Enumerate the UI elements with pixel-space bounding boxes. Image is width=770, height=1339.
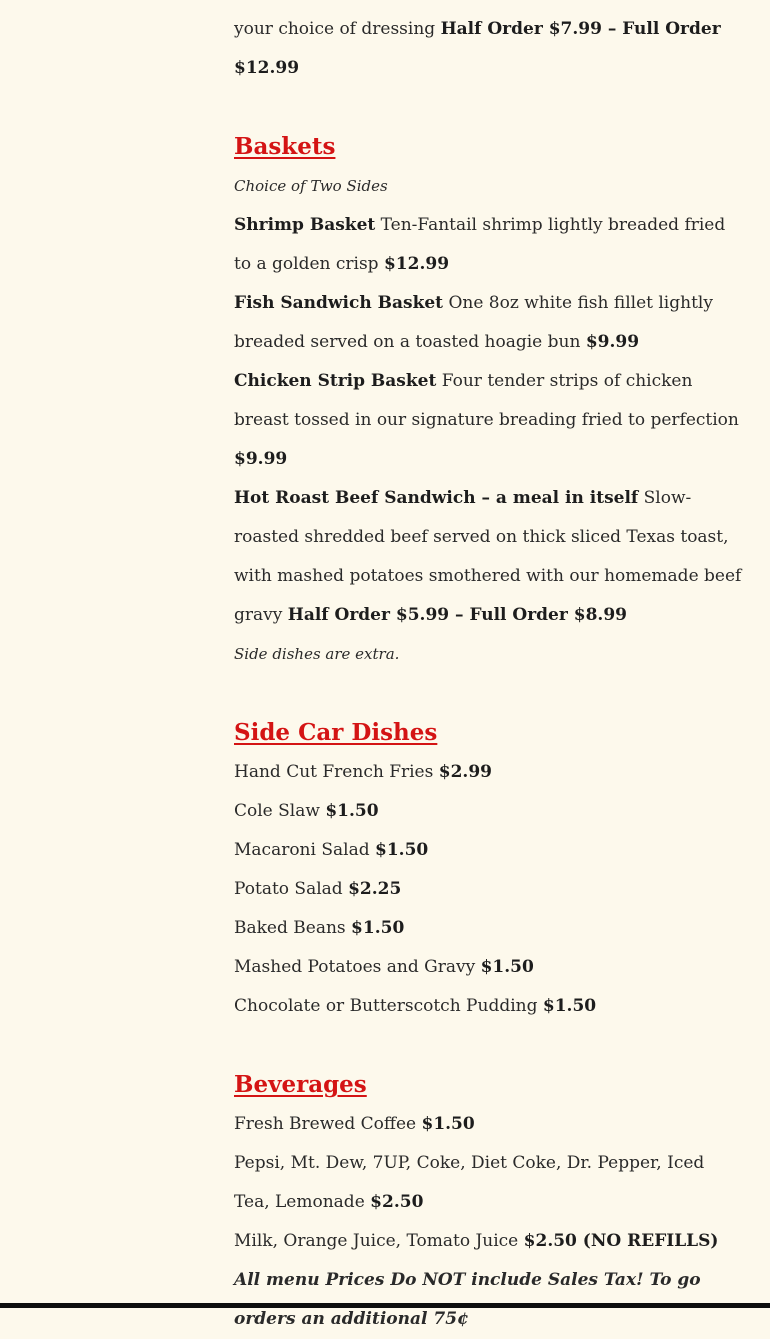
menu-item-chicken-strip-basket bbox=[234, 362, 744, 479]
item-description: Ten-Fantail shrimp lightly breaded fried to a golden crisp bbox=[234, 215, 726, 274]
side-name: Hand Cut French Fries bbox=[234, 762, 434, 782]
side-price: $1.50 bbox=[480, 957, 534, 977]
item-description: Slow-roasted shredded beef served on thick sliced Texas toast, with mashed potatoes smothered with our homemade beef gravy bbox=[234, 488, 742, 625]
beverage-price: $1.50 bbox=[421, 1114, 475, 1134]
beverage-price: $2.50 bbox=[370, 1192, 424, 1212]
beverage-item bbox=[234, 1144, 744, 1222]
menu-content bbox=[234, 0, 744, 1339]
side-item bbox=[234, 753, 744, 792]
side-price: $2.99 bbox=[438, 762, 492, 782]
side-item bbox=[234, 792, 744, 831]
item-description: Four tender strips of chicken breast tossed in our signature breading fried to perfection bbox=[234, 371, 739, 430]
item-price: $9.99 bbox=[234, 449, 288, 469]
side-name: Macaroni Salad bbox=[234, 840, 370, 860]
side-item bbox=[234, 909, 744, 948]
salad-item bbox=[234, 0, 744, 88]
tax-note: All menu Prices Do NOT include Sales Tax! To go orders an additional 75¢ bbox=[234, 1270, 701, 1329]
baskets-footnote: Side dishes are extra. bbox=[234, 645, 400, 663]
menu-item-shrimp-basket bbox=[234, 206, 744, 284]
section-heading-baskets: Baskets bbox=[234, 133, 336, 160]
side-item bbox=[234, 831, 744, 870]
side-price: $1.50 bbox=[325, 801, 379, 821]
item-name: Chicken Strip Basket bbox=[234, 371, 437, 391]
salad-price: Half Order $7.99 – Full Order $12.99 bbox=[234, 19, 721, 78]
item-name: Hot Roast Beef Sandwich – a meal in itself bbox=[234, 488, 639, 508]
beverage-item bbox=[234, 1105, 744, 1144]
beverage-name: Fresh Brewed Coffee bbox=[234, 1114, 417, 1134]
section-heading-beverages: Beverages bbox=[234, 1071, 367, 1098]
item-name: Fish Sandwich Basket bbox=[234, 293, 444, 313]
side-name: Baked Beans bbox=[234, 918, 346, 938]
side-item bbox=[234, 948, 744, 987]
menu-item-fish-sandwich-basket bbox=[234, 284, 744, 362]
item-price: $12.99 bbox=[383, 254, 450, 274]
beverage-item bbox=[234, 1222, 744, 1261]
side-price: $1.50 bbox=[542, 996, 597, 1016]
item-price: Half Order $5.99 – Full Order $8.99 bbox=[287, 605, 627, 625]
footer-bar bbox=[0, 1303, 770, 1308]
side-price: $1.50 bbox=[351, 918, 405, 938]
section-heading-sides: Side Car Dishes bbox=[234, 719, 438, 746]
side-name: Mashed Potatoes and Gravy bbox=[234, 957, 476, 977]
side-price: $1.50 bbox=[375, 840, 429, 860]
beverage-price: $2.50 (NO REFILLS) bbox=[523, 1231, 719, 1251]
side-name: Potato Salad bbox=[234, 879, 343, 899]
item-description: One 8oz white fish fillet lightly breaded served on a toasted hoagie bun bbox=[234, 293, 713, 352]
item-price: $9.99 bbox=[585, 332, 640, 352]
beverage-name: Milk, Orange Juice, Tomato Juice bbox=[234, 1231, 519, 1251]
side-name: Cole Slaw bbox=[234, 801, 320, 821]
side-item bbox=[234, 987, 744, 1026]
side-name: Chocolate or Butterscotch Pudding bbox=[234, 996, 538, 1016]
item-name: Shrimp Basket bbox=[234, 215, 376, 235]
menu-item-hot-roast-beef-sandwich bbox=[234, 479, 744, 635]
side-item bbox=[234, 870, 744, 909]
salad-description: your choice of dressing bbox=[234, 19, 436, 39]
baskets-subtitle: Choice of Two Sides bbox=[234, 177, 388, 195]
side-price: $2.25 bbox=[348, 879, 402, 899]
beverage-name: Pepsi, Mt. Dew, 7UP, Coke, Diet Coke, Dr. Pepper, Iced Tea, Lemonade bbox=[234, 1153, 705, 1212]
